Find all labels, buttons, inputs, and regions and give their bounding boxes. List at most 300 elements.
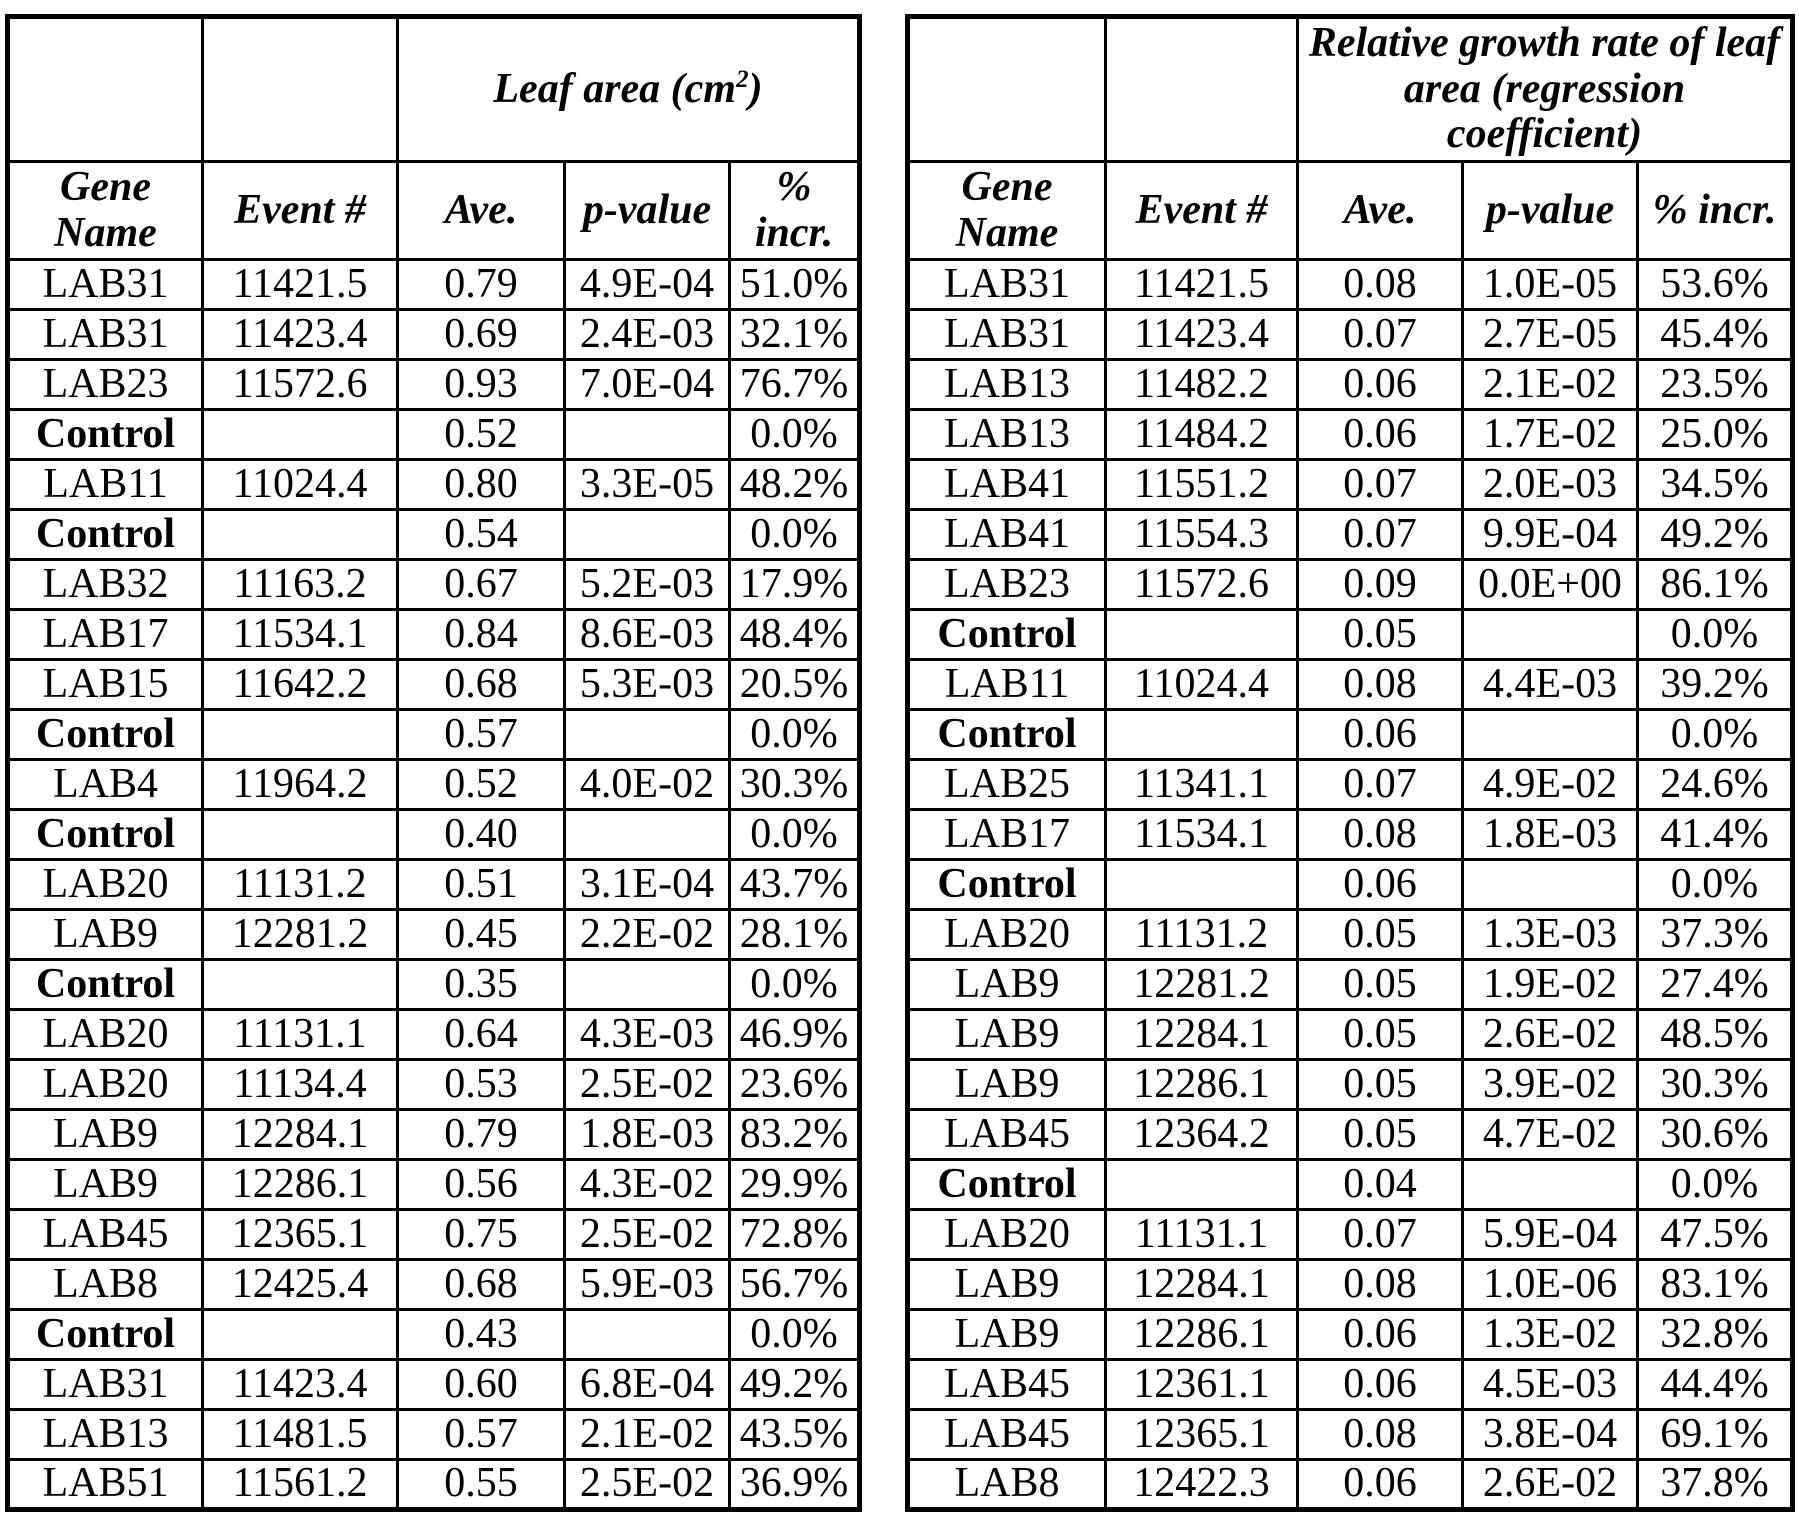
table-cell: 11534.1 [1106, 810, 1298, 860]
table-cell: 4.9E-02 [1463, 760, 1638, 810]
column-header-row [8, 162, 860, 260]
table-row [8, 1210, 860, 1260]
table-cell: 0.05 [1298, 910, 1463, 960]
table-row [8, 410, 860, 460]
table-cell: 46.9% [730, 1010, 860, 1060]
table-cell [565, 510, 730, 560]
table-cell: Control [8, 960, 203, 1010]
table-cell: 0.40 [398, 810, 565, 860]
table-cell: LAB20 [908, 910, 1106, 960]
table-cell: 4.0E-02 [565, 760, 730, 810]
table-cell: 5.9E-04 [1463, 1210, 1638, 1260]
table-cell: LAB45 [8, 1210, 203, 1260]
table-cell: 0.05 [1298, 610, 1463, 660]
table-cell: 11163.2 [203, 560, 398, 610]
table-cell: 0.06 [1298, 1310, 1463, 1360]
relative-growth-rate-table [905, 14, 1795, 1512]
table-cell: 12281.2 [1106, 960, 1298, 1010]
table-cell: 0.07 [1298, 1210, 1463, 1260]
table-cell: 11554.3 [1106, 510, 1298, 560]
table-row [8, 1110, 860, 1160]
table-cell: 0.67 [398, 560, 565, 610]
empty-header-cell [8, 17, 203, 162]
table-cell: 11423.4 [1106, 310, 1298, 360]
table-cell: 39.2% [1638, 660, 1793, 710]
table-cell: 11131.1 [203, 1010, 398, 1060]
table-cell: 5.9E-03 [565, 1260, 730, 1310]
table-cell: 3.9E-02 [1463, 1060, 1638, 1110]
table-cell: 8.6E-03 [565, 610, 730, 660]
table-cell: 11642.2 [203, 660, 398, 710]
table-cell: LAB8 [908, 1460, 1106, 1510]
table-cell: 0.79 [398, 260, 565, 310]
table-cell: LAB15 [8, 660, 203, 710]
table-row [8, 710, 860, 760]
table-cell: 1.0E-05 [1463, 260, 1638, 310]
table-cell: 0.05 [1298, 1010, 1463, 1060]
table-cell: 36.9% [730, 1460, 860, 1510]
table-cell: 11572.6 [1106, 560, 1298, 610]
table-cell: 0.07 [1298, 310, 1463, 360]
table-cell: 7.0E-04 [565, 360, 730, 410]
table-row [908, 560, 1793, 610]
table-cell: LAB31 [908, 310, 1106, 360]
table-row [908, 1410, 1793, 1460]
table-cell: 83.2% [730, 1110, 860, 1160]
table-cell: 0.0E+00 [1463, 560, 1638, 610]
table-cell: LAB9 [908, 1010, 1106, 1060]
table-cell: 53.6% [1638, 260, 1793, 310]
table-cell: 5.3E-03 [565, 660, 730, 710]
table-cell: 0.53 [398, 1060, 565, 1110]
table-cell: 0.80 [398, 460, 565, 510]
table-row [8, 1160, 860, 1210]
table-cell: LAB13 [908, 410, 1106, 460]
table-cell: 11481.5 [203, 1410, 398, 1460]
table-cell [203, 810, 398, 860]
table-cell: 0.07 [1298, 510, 1463, 560]
table-row [908, 1310, 1793, 1360]
table-cell: 0.08 [1298, 1410, 1463, 1460]
table-cell: 0.06 [1298, 860, 1463, 910]
table-row [908, 660, 1793, 710]
table-cell: 0.06 [1298, 1360, 1463, 1410]
table-cell: Control [908, 1160, 1106, 1210]
table-cell: 56.7% [730, 1260, 860, 1310]
table-cell: 12284.1 [1106, 1010, 1298, 1060]
table-cell: 1.3E-02 [1463, 1310, 1638, 1360]
table-cell: LAB9 [8, 1160, 203, 1210]
table-cell: 11131.2 [203, 860, 398, 910]
table-row [908, 1460, 1793, 1510]
table-cell: LAB11 [8, 460, 203, 510]
table-cell: LAB25 [908, 760, 1106, 810]
table-cell: 32.8% [1638, 1310, 1793, 1360]
table-cell [565, 410, 730, 460]
table-cell: 30.3% [1638, 1060, 1793, 1110]
table-row [8, 1060, 860, 1110]
table-cell: Control [8, 410, 203, 460]
table-cell: 0.57 [398, 1410, 565, 1460]
table-cell: LAB13 [8, 1410, 203, 1460]
table-cell: 1.8E-03 [565, 1110, 730, 1160]
table-cell: 12284.1 [1106, 1260, 1298, 1310]
table-cell: LAB8 [8, 1260, 203, 1310]
table-row [8, 660, 860, 710]
table-cell: 2.6E-02 [1463, 1460, 1638, 1510]
table-title-row [908, 17, 1793, 162]
table-cell: LAB17 [8, 610, 203, 660]
table-cell: 4.9E-04 [565, 260, 730, 310]
column-header-row [908, 162, 1793, 260]
table-title-text: ) [748, 65, 763, 112]
table-cell: 0.05 [1298, 1060, 1463, 1110]
table-cell: 0.05 [1298, 960, 1463, 1010]
table-cell [1106, 710, 1298, 760]
table-row [908, 510, 1793, 560]
table-cell [565, 710, 730, 760]
column-header-gene-name: Gene Name [908, 162, 1106, 260]
table-cell: 11534.1 [203, 610, 398, 660]
table-cell: 0.06 [1298, 360, 1463, 410]
table-cell: 0.35 [398, 960, 565, 1010]
table-cell: 0.68 [398, 1260, 565, 1310]
table-cell: 0.56 [398, 1160, 565, 1210]
table-cell [1463, 860, 1638, 910]
table-cell: LAB4 [8, 760, 203, 810]
table-row [908, 960, 1793, 1010]
table-cell: Control [8, 710, 203, 760]
table-row [8, 910, 860, 960]
table-title-row [8, 17, 860, 162]
table-cell: 23.5% [1638, 360, 1793, 410]
table-row [8, 510, 860, 560]
table-cell: 2.5E-02 [565, 1210, 730, 1260]
table-cell: Control [908, 860, 1106, 910]
table-cell: 11421.5 [1106, 260, 1298, 310]
table-cell: 2.7E-05 [1463, 310, 1638, 360]
table-cell: LAB32 [8, 560, 203, 610]
table-cell: 45.4% [1638, 310, 1793, 360]
table-cell: 47.5% [1638, 1210, 1793, 1260]
table-row [908, 1010, 1793, 1060]
table-cell: 11131.1 [1106, 1210, 1298, 1260]
table-cell: 29.9% [730, 1160, 860, 1210]
table-cell [203, 410, 398, 460]
table-cell: LAB45 [908, 1410, 1106, 1460]
table-title-text: Leaf area (cm [493, 65, 736, 112]
table-cell: LAB31 [8, 310, 203, 360]
table-cell: LAB20 [908, 1210, 1106, 1260]
table-cell: Control [908, 710, 1106, 760]
table-cell: 11134.4 [203, 1060, 398, 1110]
table-cell: LAB20 [8, 860, 203, 910]
table-cell: 48.2% [730, 460, 860, 510]
table-cell: 3.1E-04 [565, 860, 730, 910]
table-cell: 2.2E-02 [565, 910, 730, 960]
table-cell: LAB20 [8, 1060, 203, 1110]
table-cell: Control [908, 610, 1106, 660]
table-cell: 32.1% [730, 310, 860, 360]
table-cell: 37.8% [1638, 1460, 1793, 1510]
table-cell: 0.55 [398, 1460, 565, 1510]
table-cell: 0.06 [1298, 710, 1463, 760]
table-cell [203, 960, 398, 1010]
leaf-area-table-body [8, 260, 860, 1510]
table-cell: 30.6% [1638, 1110, 1793, 1160]
table-cell: 0.06 [1298, 410, 1463, 460]
table-cell: 0.0% [730, 810, 860, 860]
table-cell: 0.08 [1298, 810, 1463, 860]
table-row [908, 810, 1793, 860]
table-cell: 0.07 [1298, 460, 1463, 510]
table-row [908, 310, 1793, 360]
table-row [908, 710, 1793, 760]
table-row [908, 460, 1793, 510]
table-cell: 83.1% [1638, 1260, 1793, 1310]
table-row [908, 910, 1793, 960]
table-cell: 12286.1 [203, 1160, 398, 1210]
table-cell: LAB11 [908, 660, 1106, 710]
table-row [8, 1010, 860, 1060]
table-cell: 0.51 [398, 860, 565, 910]
table-title-text: Relative growth rate of leaf area (regression coefficient) [1308, 20, 1781, 158]
table-cell: LAB51 [8, 1460, 203, 1510]
table-cell: 12364.2 [1106, 1110, 1298, 1160]
table-cell: 5.2E-03 [565, 560, 730, 610]
table-cell [565, 960, 730, 1010]
column-header-pvalue: p-value [1463, 162, 1638, 260]
table-cell: 1.8E-03 [1463, 810, 1638, 860]
table-row [908, 410, 1793, 460]
table-cell: 37.3% [1638, 910, 1793, 960]
table-cell: 0.75 [398, 1210, 565, 1260]
table-cell: 4.5E-03 [1463, 1360, 1638, 1410]
table-cell: 0.68 [398, 660, 565, 710]
table-row [8, 1360, 860, 1410]
table-cell: 69.1% [1638, 1410, 1793, 1460]
table-cell: 11484.2 [1106, 410, 1298, 460]
table-cell: 0.0% [1638, 610, 1793, 660]
table-cell: 0.0% [730, 710, 860, 760]
table-cell: 0.64 [398, 1010, 565, 1060]
table-cell: 1.7E-02 [1463, 410, 1638, 460]
table-cell: 2.1E-02 [565, 1410, 730, 1460]
table-cell: 2.1E-02 [1463, 360, 1638, 410]
table-cell [1106, 610, 1298, 660]
table-cell: 12284.1 [203, 1110, 398, 1160]
table-cell: 20.5% [730, 660, 860, 710]
table-cell: 0.84 [398, 610, 565, 660]
table-cell: 23.6% [730, 1060, 860, 1110]
table-row [8, 860, 860, 910]
table-cell: 11024.4 [1106, 660, 1298, 710]
table-cell: 12425.4 [203, 1260, 398, 1310]
table-row [908, 360, 1793, 410]
table-row [8, 260, 860, 310]
table-row [8, 960, 860, 1010]
table-cell: 0.04 [1298, 1160, 1463, 1210]
table-cell: 0.45 [398, 910, 565, 960]
table-row [8, 560, 860, 610]
table-cell: 0.79 [398, 1110, 565, 1160]
column-header-pvalue: p-value [565, 162, 730, 260]
table-cell: 17.9% [730, 560, 860, 610]
table-row [908, 610, 1793, 660]
column-header-ave: Ave. [398, 162, 565, 260]
table-row [908, 1160, 1793, 1210]
table-cell [203, 1310, 398, 1360]
column-header-pct-incr: % incr. [1638, 162, 1793, 260]
table-cell: 1.3E-03 [1463, 910, 1638, 960]
table-cell: Control [8, 810, 203, 860]
table-cell: 0.06 [1298, 1460, 1463, 1510]
column-header-pct-incr: % incr. [730, 162, 860, 260]
column-header-gene-name: Gene Name [8, 162, 203, 260]
table-cell [1463, 710, 1638, 760]
table-row [8, 760, 860, 810]
table-cell: 72.8% [730, 1210, 860, 1260]
table-cell: 2.5E-02 [565, 1060, 730, 1110]
table-cell: 25.0% [1638, 410, 1793, 460]
table-cell: 86.1% [1638, 560, 1793, 610]
table-cell: 2.5E-02 [565, 1460, 730, 1510]
table-cell: 48.5% [1638, 1010, 1793, 1060]
table-cell: 12281.2 [203, 910, 398, 960]
table-cell [565, 1310, 730, 1360]
table-cell: 41.4% [1638, 810, 1793, 860]
table-cell: 3.3E-05 [565, 460, 730, 510]
table-cell: 0.0% [1638, 860, 1793, 910]
empty-header-cell [908, 17, 1106, 162]
table-row [908, 1360, 1793, 1410]
table-cell: 9.9E-04 [1463, 510, 1638, 560]
table-cell [1463, 610, 1638, 660]
table-row [908, 1210, 1793, 1260]
table-row [8, 1460, 860, 1510]
table-cell: LAB23 [8, 360, 203, 410]
table-cell: LAB9 [908, 960, 1106, 1010]
table-cell: 11561.2 [203, 1460, 398, 1510]
table-cell: 11551.2 [1106, 460, 1298, 510]
table-cell: 11341.1 [1106, 760, 1298, 810]
table-cell: 0.08 [1298, 660, 1463, 710]
table-row [8, 460, 860, 510]
table-cell: 0.08 [1298, 260, 1463, 310]
table-cell [565, 810, 730, 860]
table-cell: 27.4% [1638, 960, 1793, 1010]
table-cell: 0.52 [398, 410, 565, 460]
table-cell: 0.0% [730, 510, 860, 560]
table-cell [203, 510, 398, 560]
table-cell: 4.3E-02 [565, 1160, 730, 1210]
table-cell: 0.43 [398, 1310, 565, 1360]
table-cell: 6.8E-04 [565, 1360, 730, 1410]
table-cell: LAB17 [908, 810, 1106, 860]
table-cell: 34.5% [1638, 460, 1793, 510]
table-cell: 12422.3 [1106, 1460, 1298, 1510]
table-cell: LAB31 [8, 260, 203, 310]
table-cell: LAB9 [8, 1110, 203, 1160]
table-cell: LAB31 [908, 260, 1106, 310]
table-cell: 43.7% [730, 860, 860, 910]
table-cell: LAB20 [8, 1010, 203, 1060]
table-title [1298, 17, 1793, 162]
table-row [8, 1260, 860, 1310]
table-cell: LAB45 [908, 1360, 1106, 1410]
table-cell [1106, 860, 1298, 910]
table-cell: 0.0% [1638, 710, 1793, 760]
table-cell: 11421.5 [203, 260, 398, 310]
table-cell: 4.7E-02 [1463, 1110, 1638, 1160]
table-cell: LAB23 [908, 560, 1106, 610]
table-cell: 0.54 [398, 510, 565, 560]
empty-header-cell [203, 17, 398, 162]
table-row [8, 310, 860, 360]
column-header-ave: Ave. [1298, 162, 1463, 260]
table-title-superscript: 2 [735, 65, 749, 93]
table-cell: 12361.1 [1106, 1360, 1298, 1410]
table-row [908, 760, 1793, 810]
relative-growth-rate-table-body [908, 260, 1793, 1510]
table-cell: 0.60 [398, 1360, 565, 1410]
table-cell: 4.4E-03 [1463, 660, 1638, 710]
table-cell: 28.1% [730, 910, 860, 960]
table-cell: 11423.4 [203, 310, 398, 360]
table-row [908, 1260, 1793, 1310]
table-cell: 48.4% [730, 610, 860, 660]
table-cell: 12365.1 [1106, 1410, 1298, 1460]
table-cell: 11423.4 [203, 1360, 398, 1410]
table-cell: LAB9 [908, 1060, 1106, 1110]
table-cell: 0.0% [1638, 1160, 1793, 1210]
table-cell: 11024.4 [203, 460, 398, 510]
table-cell: 0.93 [398, 360, 565, 410]
table-cell: 49.2% [730, 1360, 860, 1410]
table-cell: 43.5% [730, 1410, 860, 1460]
table-row [8, 1310, 860, 1360]
table-cell: 51.0% [730, 260, 860, 310]
table-cell: LAB13 [908, 360, 1106, 410]
table-cell: LAB9 [8, 910, 203, 960]
table-cell: 1.0E-06 [1463, 1260, 1638, 1310]
table-cell: 30.3% [730, 760, 860, 810]
table-cell: 0.0% [730, 410, 860, 460]
table-cell: 44.4% [1638, 1360, 1793, 1410]
table-cell: 0.0% [730, 1310, 860, 1360]
table-cell: 11482.2 [1106, 360, 1298, 410]
table-cell [1463, 1160, 1638, 1210]
table-cell: 2.6E-02 [1463, 1010, 1638, 1060]
table-cell: 0.57 [398, 710, 565, 760]
table-cell: Control [8, 510, 203, 560]
table-cell: 12286.1 [1106, 1060, 1298, 1110]
table-cell: 0.09 [1298, 560, 1463, 610]
leaf-area-table [5, 14, 862, 1512]
table-cell: 11964.2 [203, 760, 398, 810]
table-cell: 2.0E-03 [1463, 460, 1638, 510]
table-row [908, 1110, 1793, 1160]
table-cell: Control [8, 1310, 203, 1360]
table-cell: 0.0% [730, 960, 860, 1010]
table-cell: 0.05 [1298, 1110, 1463, 1160]
table-cell: 4.3E-03 [565, 1010, 730, 1060]
table-cell: 49.2% [1638, 510, 1793, 560]
table-row [908, 860, 1793, 910]
table-cell: 0.52 [398, 760, 565, 810]
table-cell [203, 710, 398, 760]
table-cell: 11131.2 [1106, 910, 1298, 960]
